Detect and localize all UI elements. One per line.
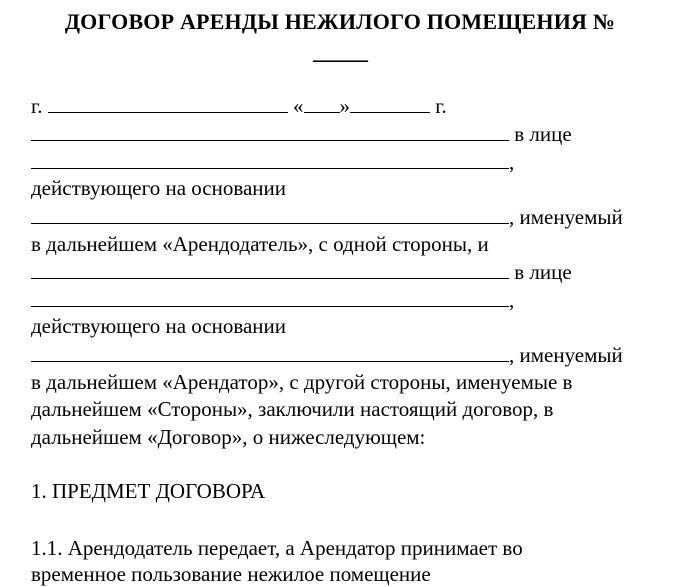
landlord-basis-blank[interactable] <box>31 203 509 224</box>
tenant-basis-line <box>31 341 623 368</box>
tenant-basis-label: действующего на основании <box>31 314 287 338</box>
tenant-clause-line-2: дальнейшем «Стороны», заключили настоящий договор, в <box>31 397 554 421</box>
clause-1-1-line-2: временное пользование нежилое помещение <box>31 562 431 586</box>
tenant-representative-line <box>31 286 514 313</box>
tenant-basis-blank[interactable] <box>31 341 509 362</box>
section-1-heading: 1. ПРЕДМЕТ ДОГОВОРА <box>31 479 266 503</box>
date-close-quote: » <box>339 94 350 118</box>
tenant-clause-line-1: в дальнейшем «Арендатор», с другой стороны, именуемые в <box>31 370 573 394</box>
date-open-quote: « <box>293 94 304 118</box>
tenant-representative-blank[interactable] <box>31 286 509 307</box>
landlord-basis-label: действующего на основании <box>31 176 287 200</box>
clause-1-1-line-1: 1.1. Арендодатель передает, а Арендатор принимает во <box>31 536 523 560</box>
tenant-name-line <box>31 258 572 285</box>
landlord-name-line <box>31 120 572 147</box>
landlord-representative-blank[interactable] <box>31 148 509 169</box>
tenant-clause-line-3: дальнейшем «Договор», о нижеследующем: <box>31 425 426 449</box>
landlord-basis-line <box>31 203 623 230</box>
comma: , <box>509 288 515 312</box>
comma: , <box>509 150 515 174</box>
tenant-name-blank[interactable] <box>31 258 509 279</box>
month-blank[interactable] <box>350 92 430 113</box>
named-label: , именуемый <box>509 343 623 367</box>
city-date-line <box>31 92 447 119</box>
in-person-label: в лице <box>514 260 572 284</box>
in-person-label: в лице <box>514 122 572 146</box>
landlord-name-blank[interactable] <box>31 120 509 141</box>
contract-number-blank[interactable]: _____ <box>313 39 368 64</box>
document-title: ДОГОВОР АРЕНДЫ НЕЖИЛОГО ПОМЕЩЕНИЯ № <box>64 9 616 34</box>
landlord-clause: в дальнейшем «Арендодатель», с одной стороны, и <box>31 232 489 256</box>
day-blank[interactable] <box>304 92 340 113</box>
city-prefix: г. <box>31 94 43 118</box>
year-suffix: г. <box>435 94 447 118</box>
named-label: , именуемый <box>509 205 623 229</box>
landlord-representative-line <box>31 148 514 175</box>
city-blank[interactable] <box>48 92 288 113</box>
